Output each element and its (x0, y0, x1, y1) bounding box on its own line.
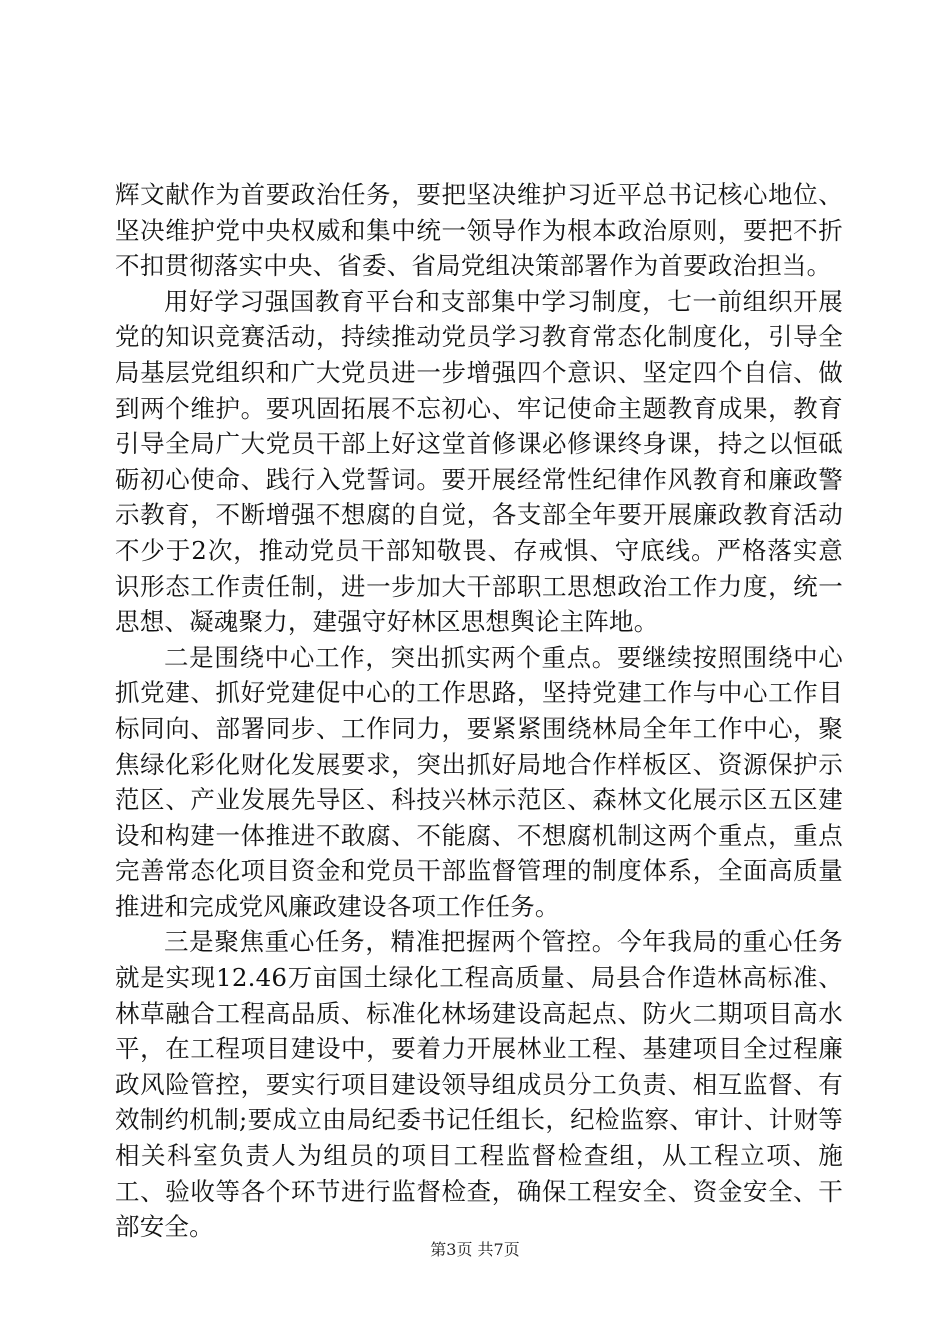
document-body (115, 177, 843, 1245)
page-number-footer: 第3页 共7页 (430, 1240, 520, 1259)
paragraph-2: 用好学习强国教育平台和支部集中学习制度，七一前组织开展党的知识竞赛活动，持续推动党员学习教育常态化制度化，引导全局基层党组织和广大党员进一步增强四个意识、坚定四个自信、做到两个维护。要巩固拓展不忘初心、牢记使命主题教育成果，教育引导全局广大党员干部上好这堂首修课必修课终身课，持之以恒砥砺初心使命、践行入党誓词。要开展经常性纪律作风教育和廉政警示教育，不断增强不想腐的自觉，各支部全年要开展廉政教育活动不少于2次，推动党员干部知敬畏、存戒惧、守底线。严格落实意识形态工作责任制，进一步加大干部职工思想政治工作力度，统一思想、凝魂聚力，建强守好林区思想舆论主阵地。 (115, 286, 843, 637)
paragraph-4: 三是聚焦重心任务，精准把握两个管控。今年我局的重心任务就是实现12.46万亩国土绿化工程高质量、局县合作造林高标准、林草融合工程高品质、标准化林场建设高起点、防火二期项目高水平，在工程项目建设中，要着力开展林业工程、基建项目全过程廉政风险管控，要实行项目建设领导组成员分工负责、相互监督、有效制约机制;要成立由局纪委书记任组长，纪检监察、审计、计财等相关科室负责人为组员的项目工程监督检查组，从工程立项、施工、验收等各个环节进行监督检查，确保工程安全、资金安全、干部安全。 (115, 927, 843, 1242)
paragraph-1: 辉文献作为首要政治任务，要把坚决维护习近平总书记核心地位、坚决维护党中央权威和集中统一领导作为根本政治原则，要把不折不扣贯彻落实中央、省委、省局党组决策部署作为首要政治担当。 (115, 180, 843, 281)
paragraph-3: 二是围绕中心工作，突出抓实两个重点。要继续按照围绕中心抓党建、抓好党建促中心的工作思路，坚持党建工作与中心工作目标同向、部署同步、工作同力，要紧紧围绕林局全年工作中心，聚焦绿化彩化财化发展要求，突出抓好局地合作样板区、资源保护示范区、产业发展先导区、科技兴林示范区、森林文化展示区五区建设和构建一体推进不敢腐、不能腐、不想腐机制这两个重点，重点完善常态化项目资金和党员干部监督管理的制度体系，全面高质量推进和完成党风廉政建设各项工作任务。 (115, 642, 843, 921)
